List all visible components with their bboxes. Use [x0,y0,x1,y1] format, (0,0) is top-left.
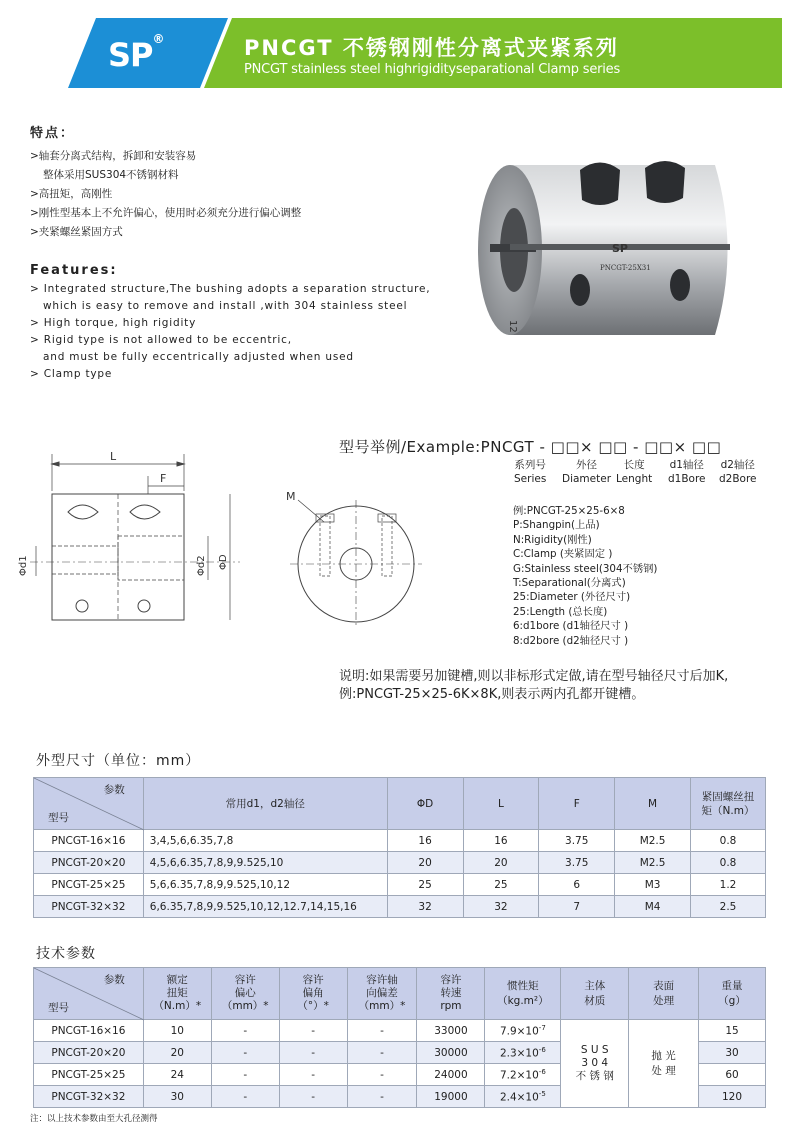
product-end-mark: 12 [507,320,518,333]
table-row: PNCGT-16×16 10 - - - 33000 $7.9\times 10^{-7}$ S U S 3 0 4 不 锈 钢 抛 光 处 理 15 [34,1020,766,1042]
dimensions-title: 外型尺寸（单位：mm） [36,753,201,769]
surface-cell: 抛 光 处 理 [629,1020,699,1108]
col-header: 主体 材质 [561,968,629,1020]
example-sep: × [580,438,594,456]
feature-en-item: which is easy to remove and install ,with 304 stainless steel [43,300,408,312]
dim-D-label: ΦD [218,554,229,570]
feature-en-item: > Clamp type [30,368,113,380]
features-cn-heading: 特点： [30,126,76,141]
feature-cn-item: >轴套分离式结构，拆卸和安装容易 [30,150,197,162]
d2-box: □□ [691,438,722,456]
feature-en-item: > Rigid type is not allowed to be eccentric, [30,334,292,346]
features-en [30,262,430,383]
model-example [339,436,721,457]
col-header: 额定 扭矩 （N.m）* [143,968,211,1020]
table-row: PNCGT-25×25 5,6,6.35,7,8,9,9.525,10,12 25 25 6 M3 1.2 [34,874,766,896]
feature-en-item: > High torque, high rigidity [30,317,197,329]
col-header: L [463,778,539,830]
page-title-cn: PNCGT 不锈钢刚性分离式夹紧系列 [244,36,619,60]
d1-box: □□ [644,438,674,456]
table-row: PNCGT-20×20 20 - - - 30000 $2.3\times 10^{-6}$ 30 [34,1042,766,1064]
feature-cn-item: 整体采用SUS304不锈钢材料 [43,169,179,181]
dim-L-label: L [110,450,117,463]
col-header: F [539,778,615,830]
detail-line: 8:d2bore (d2轴径尺寸 ) [513,634,629,647]
product-brand: SP [612,242,628,255]
tech-table [33,967,766,1108]
col-header: 紧固螺丝扭矩（N.m） [691,778,766,830]
legend-length: 长度 Lenght [616,459,653,485]
feature-cn-item: >夹紧螺丝紧固方式 [30,226,123,238]
detail-line: 25:Length (总长度) [513,605,608,618]
detail-line: T:Separational(分离式) [513,577,626,590]
table-row: PNCGT-20×20 4,5,6,6.35,7,8,9,9.525,10 20 20 3.75 M2.5 0.8 [34,852,766,874]
legend-series: 系列号 Series [514,459,547,485]
material-cell: S U S 3 0 4 不 锈 钢 [561,1020,629,1108]
detail-line: C:Clamp (夹紧固定 ) [513,548,613,561]
tech-title: 技术参数 [36,946,96,962]
end-view-drawing [280,486,430,636]
example-label: 型号举例/Example:PNCGT - [339,438,546,456]
dim-d2-label: Φd2 [196,555,207,576]
detail-line: 25:Diameter (外径尺寸) [513,591,631,604]
page-title-en: PNCGT stainless steel highrigidityseparational Clamp series [244,62,621,77]
legend-d2: d2轴径 d2Bore [719,459,757,485]
footnote: 注：以上技术参数由至大孔径测得 [30,1114,158,1124]
dim-F-label: F [160,472,167,485]
table-row: PNCGT-32×32 30 - - - 19000 $2.4\times 10^{-5}$ 120 [34,1086,766,1108]
features-cn [30,124,301,242]
col-header: 常用d1，d2轴径 [143,778,387,830]
dimensions-table [33,777,766,918]
col-header: M [615,778,691,830]
example-sep: - [633,438,639,456]
col-header: 容许 转速 rpm [417,968,485,1020]
detail-line: P:Shangpin(上品) [513,519,600,532]
feature-en-item: and must be fully eccentrically adjusted when used [43,351,354,363]
example-details [513,504,657,648]
table-row: PNCGT-32×32 6,6.35,7,8,9,9.525,10,12,12.7,14,15,16 32 32 7 M4 2.5 [34,896,766,918]
feature-en-item: > Integrated structure,The bushing adopts a separation structure, [30,283,431,295]
table-corner: 参数 型号 [34,968,144,1020]
detail-line: N:Rigidity(刚性) [513,533,592,546]
col-header: ΦD [387,778,463,830]
feature-cn-item: >刚性型基本上不允许偏心，使用时必须充分进行偏心调整 [30,207,302,219]
dim-M-label: M [286,490,296,503]
product-photo [470,140,750,360]
table-row: PNCGT-25×25 24 - - - 24000 $7.2\times 10^{-6}$ 60 [34,1064,766,1086]
col-header: 重量 （g） [699,968,766,1020]
series-box: □□ [550,438,580,456]
feature-cn-item: >高扭矩，高刚性 [30,188,113,200]
legend-diameter: 外径 Diameter [562,459,612,485]
table-row: PNCGT-16×16 3,4,5,6,6.35,7,8 16 16 3.75 M2.5 0.8 [34,830,766,852]
header-banner [0,18,790,88]
side-view-drawing [20,446,250,646]
keyway-note: 说明:如果需要另加键槽,则以非标形式定做,请在型号轴径尺寸后加K, 例:PNCGT-25×25-6K×8K,则表示两内孔都开键槽。 [339,669,729,702]
example-sep: × [673,438,687,456]
product-marking: PNCGT-25X31 [600,264,651,272]
detail-line: 例:PNCGT-25×25-6×8 [513,505,625,517]
brand-logo: SP® [108,32,164,74]
col-header: 容许轴 向偏差 （mm）* [347,968,417,1020]
detail-line: G:Stainless steel(304不锈钢) [513,562,658,575]
legend-d1: d1轴径 d1Bore [668,459,706,485]
table-corner: 参数 型号 [34,778,144,830]
detail-line: 6:d1bore (d1轴径尺寸 ) [513,620,629,633]
features-en-heading: Features: [30,263,118,278]
col-header: 容许 偏心 （mm）* [211,968,279,1020]
col-header: 表面 处理 [629,968,699,1020]
diameter-box: □□ [598,438,628,456]
dim-d1-label: Φd1 [18,555,29,576]
col-header: 惯性矩 （kg.m²） [485,968,561,1020]
col-header: 容许 偏角 （°）* [279,968,347,1020]
